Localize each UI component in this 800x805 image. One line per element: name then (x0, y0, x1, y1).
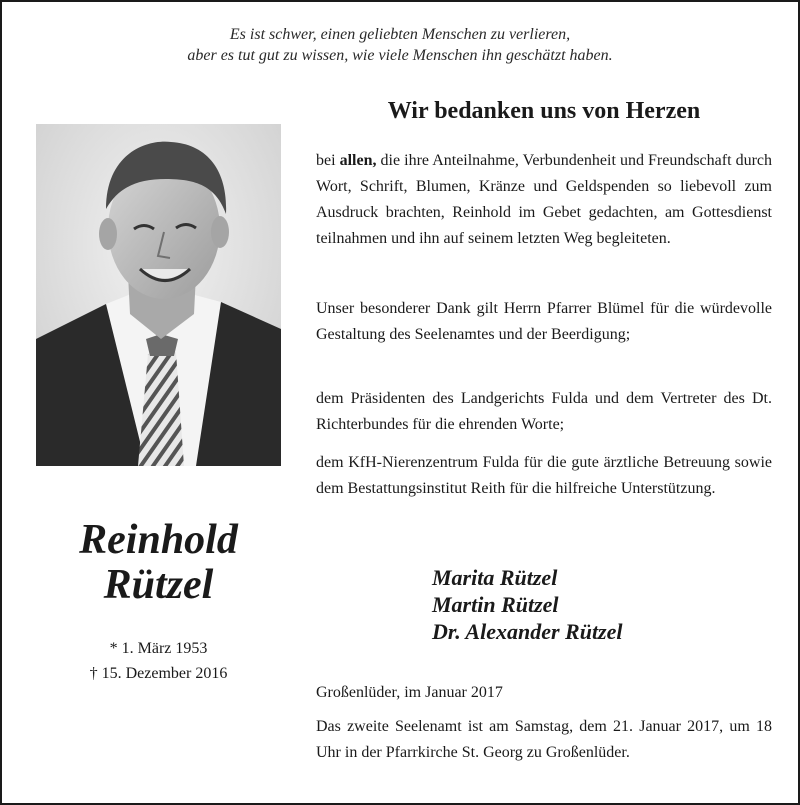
family-signatures (432, 564, 623, 645)
paragraph-1-rest: die ihre Anteilnahme, Verbundenheit und Freundschaft durch Wort, Schrift, Blumen, Kränze und Geldspenden so liebevoll zum Ausdruck brachten, Reinhold im Gebet gedachten, am Gottesdienst teilnahmen und ihn auf seinem letzten Weg begleiteten. (316, 152, 773, 247)
place-date: Großenlüder, im Januar 2017 (316, 684, 503, 701)
birth-date: * 1. März 1953 (109, 640, 208, 657)
thanks-paragraph-4: dem KfH-Nierenzentrum Fulda für die gute ärztliche Betreuung sowie dem Bestattungsinstitut Reith für die hilfreiche Unterstützung. (316, 454, 772, 497)
last-name: Rützel (103, 562, 214, 608)
thanks-heading: Wir bedanken uns von Herzen (387, 98, 701, 124)
signature-3: Dr. Alexander Rützel (432, 619, 623, 644)
thanks-paragraph-3: dem Präsidenten des Landgerichts Fulda und dem Vertreter des Dt. Richterbundes für die ehrenden Worte; (316, 390, 772, 433)
mass-announcement: Das zweite Seelenamt ist am Samstag, dem 21. Januar 2017, um 18 Uhr in der Pfarrkirche St. Georg zu Großenlüder. (316, 718, 772, 761)
motto-line-2: aber es tut gut zu wissen, wie viele Menschen ihn geschätzt haben. (187, 47, 613, 64)
signature-2: Martin Rützel (432, 592, 559, 617)
motto-line-1: Es ist schwer, einen geliebten Menschen zu verlieren, (229, 26, 571, 43)
first-name: Reinhold (79, 517, 238, 563)
signature-1: Marita Rützel (432, 565, 558, 590)
paragraph-1-bold: allen, (339, 152, 377, 169)
life-dates (36, 636, 281, 686)
motto-quote (0, 24, 800, 66)
portrait-photo (36, 124, 281, 466)
death-date: † 15. Dezember 2016 (89, 665, 228, 682)
deceased-name (36, 518, 281, 608)
paragraph-1-prefix: bei (316, 152, 340, 169)
thanks-paragraph-1 (316, 148, 772, 252)
thanks-paragraph-2: Unser besonderer Dank gilt Herrn Pfarrer Blümel für die würdevolle Gestaltung des Seelenamtes und der Beerdigung; (316, 300, 772, 343)
